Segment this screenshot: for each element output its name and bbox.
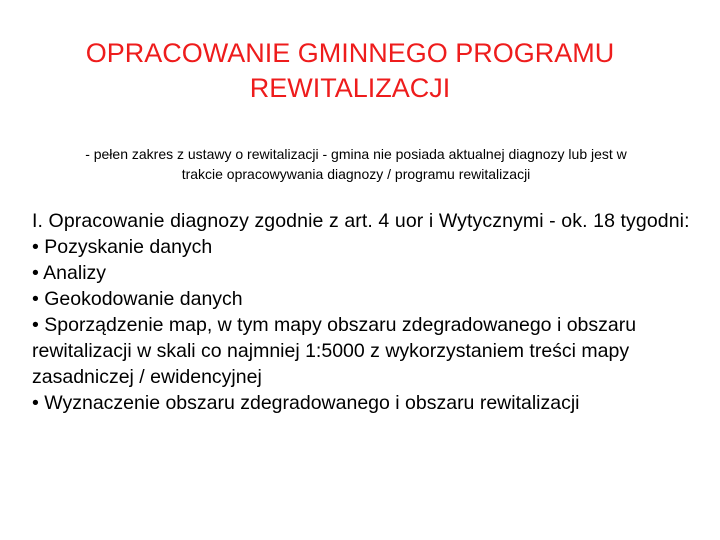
slide-title-line-2: REWITALIZACJI	[249, 73, 451, 103]
section-heading: I. Opracowanie diagnozy zgodnie z art. 4 uor i Wytycznymi - ok. 18 tygodni:	[32, 210, 690, 232]
slide-content	[32, 208, 718, 416]
bullet-item-mapy: • Sporządzenie map, w tym mapy obszaru zdegradowanego i obszaru rewitalizacji w skali co najmniej 1:5000 z wykorzystaniem treści mapy zasadniczej / ewidencyjnej	[32, 314, 637, 388]
slide-title	[0, 36, 700, 106]
bullet-item-analizy: • Analizy	[32, 262, 107, 284]
slide-subtitle-line-2: trakcie opracowywania diagnozy / programu rewitalizacji	[181, 166, 531, 182]
slide-subtitle-line-1: - pełen zakres z ustawy o rewitalizacji - gmina nie posiada aktualnej diagnozy lub jest w	[85, 146, 627, 162]
slide-title-line-1: OPRACOWANIE GMINNEGO PROGRAMU	[85, 38, 615, 68]
bullet-item-pozyskanie: • Pozyskanie danych	[32, 236, 213, 258]
slide-subtitle	[0, 144, 712, 184]
bullet-item-geokodowanie: • Geokodowanie danych	[32, 288, 243, 310]
bullet-item-wyznaczenie: • Wyznaczenie obszaru zdegradowanego i obszaru rewitalizacji	[32, 392, 580, 414]
